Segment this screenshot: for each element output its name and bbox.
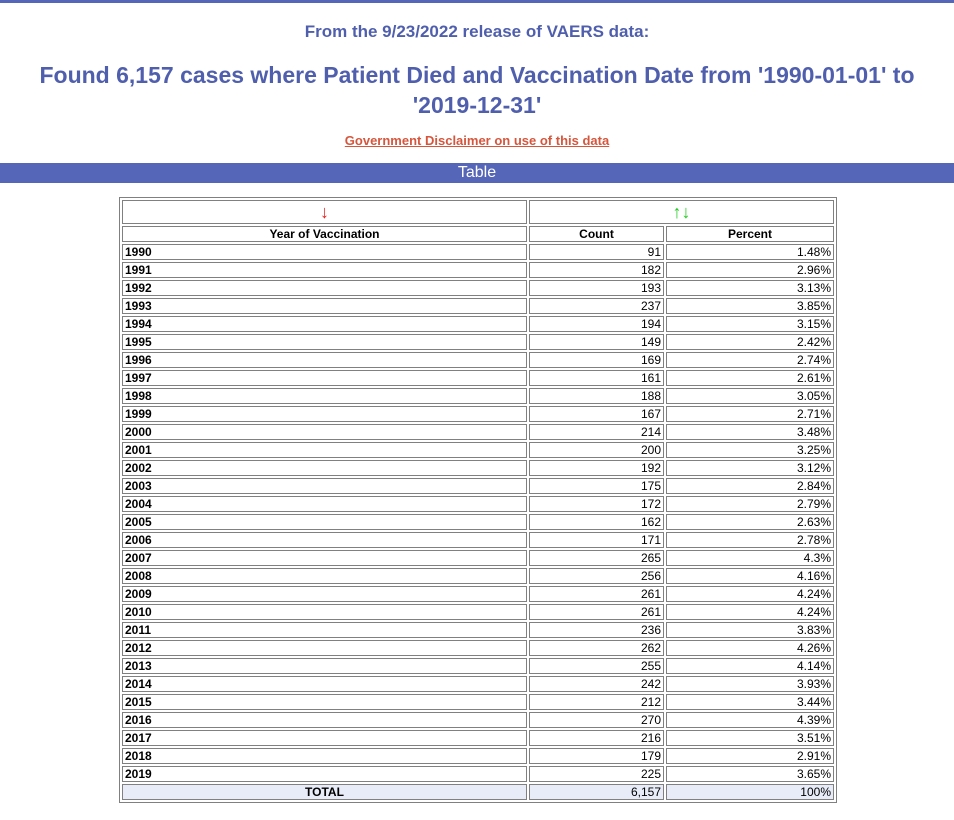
- table-row: [122, 676, 834, 692]
- table-row: [122, 262, 834, 278]
- count-cell: 261: [529, 604, 664, 620]
- percent-cell: 2.91%: [666, 748, 834, 764]
- table-row: [122, 316, 834, 332]
- percent-cell: 3.05%: [666, 388, 834, 404]
- year-cell: 1991: [122, 262, 527, 278]
- year-cell: 2015: [122, 694, 527, 710]
- percent-cell: 2.71%: [666, 406, 834, 422]
- count-cell: 261: [529, 586, 664, 602]
- count-cell: 162: [529, 514, 664, 530]
- table-row: [122, 478, 834, 494]
- count-cell: 194: [529, 316, 664, 332]
- percent-cell: 3.12%: [666, 460, 834, 476]
- percent-cell: 1.48%: [666, 244, 834, 260]
- results-table: [119, 197, 837, 803]
- table-row: [122, 298, 834, 314]
- percent-cell: 2.42%: [666, 334, 834, 350]
- count-cell: 200: [529, 442, 664, 458]
- percent-cell: 4.14%: [666, 658, 834, 674]
- year-cell: 2001: [122, 442, 527, 458]
- table-row: [122, 424, 834, 440]
- count-cell: 179: [529, 748, 664, 764]
- percent-cell: 4.39%: [666, 712, 834, 728]
- year-cell: 2010: [122, 604, 527, 620]
- count-cell: 265: [529, 550, 664, 566]
- percent-cell: 3.93%: [666, 676, 834, 692]
- disclaimer-link[interactable]: Government Disclaimer on use of this data: [344, 133, 610, 148]
- results-table-wrapper: [119, 197, 837, 803]
- year-cell: 1992: [122, 280, 527, 296]
- percent-cell: 3.48%: [666, 424, 834, 440]
- year-cell: 2017: [122, 730, 527, 746]
- percent-cell: 2.96%: [666, 262, 834, 278]
- year-cell: 1995: [122, 334, 527, 350]
- total-percent-cell: 100%: [666, 784, 834, 800]
- table-row: [122, 748, 834, 764]
- year-cell: 2006: [122, 532, 527, 548]
- count-cell: 255: [529, 658, 664, 674]
- count-cell: 171: [529, 532, 664, 548]
- year-cell: 2002: [122, 460, 527, 476]
- table-row: [122, 460, 834, 476]
- year-cell: 1999: [122, 406, 527, 422]
- table-row: [122, 244, 834, 260]
- page-subtitle: From the 9/23/2022 release of VAERS data:: [304, 22, 650, 41]
- table-row: [122, 640, 834, 656]
- count-cell: 175: [529, 478, 664, 494]
- count-cell: 182: [529, 262, 664, 278]
- year-cell: 2011: [122, 622, 527, 638]
- results-table-body: [122, 200, 834, 800]
- percent-cell: 4.26%: [666, 640, 834, 656]
- percent-cell: 3.44%: [666, 694, 834, 710]
- count-cell: 256: [529, 568, 664, 584]
- count-cell: 270: [529, 712, 664, 728]
- percent-cell: 3.83%: [666, 622, 834, 638]
- year-cell: 1994: [122, 316, 527, 332]
- sort-row: [122, 200, 834, 224]
- percent-cell: 4.24%: [666, 586, 834, 602]
- year-cell: 2009: [122, 586, 527, 602]
- count-cell: 91: [529, 244, 664, 260]
- year-cell: 2012: [122, 640, 527, 656]
- year-cell: 2008: [122, 568, 527, 584]
- table-row: [122, 550, 834, 566]
- table-row: [122, 334, 834, 350]
- percent-cell: 2.79%: [666, 496, 834, 512]
- count-cell: 172: [529, 496, 664, 512]
- year-cell: 1993: [122, 298, 527, 314]
- percent-cell: 3.65%: [666, 766, 834, 782]
- count-cell: 167: [529, 406, 664, 422]
- disclaimer: [0, 133, 954, 148]
- percent-cell: 2.74%: [666, 352, 834, 368]
- count-cell: 216: [529, 730, 664, 746]
- total-year-cell: TOTAL: [122, 784, 527, 800]
- count-cell: 193: [529, 280, 664, 296]
- year-cell: 2013: [122, 658, 527, 674]
- percent-cell: 3.13%: [666, 280, 834, 296]
- section-bar: Table: [0, 163, 954, 183]
- header-row: [122, 226, 834, 242]
- count-cell: 212: [529, 694, 664, 710]
- percent-cell: 3.15%: [666, 316, 834, 332]
- year-cell: 2019: [122, 766, 527, 782]
- year-cell: 2014: [122, 676, 527, 692]
- count-cell: 225: [529, 766, 664, 782]
- year-cell: 2003: [122, 478, 527, 494]
- table-row: [122, 370, 834, 386]
- column-header-year: Year of Vaccination: [122, 226, 527, 242]
- table-row: [122, 622, 834, 638]
- percent-cell: 4.3%: [666, 550, 834, 566]
- table-row: [122, 694, 834, 710]
- percent-cell: 3.25%: [666, 442, 834, 458]
- percent-cell: 2.63%: [666, 514, 834, 530]
- year-cell: 1998: [122, 388, 527, 404]
- year-cell: 1997: [122, 370, 527, 386]
- percent-cell: 4.16%: [666, 568, 834, 584]
- sort-year-cell: [122, 200, 527, 224]
- percent-cell: 2.61%: [666, 370, 834, 386]
- total-row: [122, 784, 834, 800]
- table-row: [122, 712, 834, 728]
- percent-cell: 2.84%: [666, 478, 834, 494]
- count-cell: 237: [529, 298, 664, 314]
- year-cell: 2004: [122, 496, 527, 512]
- column-header-count: Count: [529, 226, 664, 242]
- year-cell: 2000: [122, 424, 527, 440]
- percent-cell: 2.78%: [666, 532, 834, 548]
- count-cell: 236: [529, 622, 664, 638]
- year-cell: 2005: [122, 514, 527, 530]
- year-cell: 1990: [122, 244, 527, 260]
- count-cell: 188: [529, 388, 664, 404]
- table-row: [122, 406, 834, 422]
- sort-desc-icon[interactable]: ↓: [320, 202, 329, 222]
- table-row: [122, 280, 834, 296]
- table-row: [122, 766, 834, 782]
- year-cell: 2018: [122, 748, 527, 764]
- table-row: [122, 586, 834, 602]
- top-rule: [0, 0, 954, 3]
- table-row: [122, 442, 834, 458]
- table-row: [122, 514, 834, 530]
- count-cell: 149: [529, 334, 664, 350]
- count-cell: 161: [529, 370, 664, 386]
- table-row: [122, 730, 834, 746]
- count-cell: 262: [529, 640, 664, 656]
- year-cell: 1996: [122, 352, 527, 368]
- table-row: [122, 388, 834, 404]
- table-row: [122, 658, 834, 674]
- count-cell: 242: [529, 676, 664, 692]
- sort-up-down-icon[interactable]: ↑↓: [672, 202, 691, 222]
- year-cell: 2016: [122, 712, 527, 728]
- total-count-cell: 6,157: [529, 784, 664, 800]
- table-row: [122, 532, 834, 548]
- percent-cell: 4.24%: [666, 604, 834, 620]
- percent-cell: 3.51%: [666, 730, 834, 746]
- table-row: [122, 352, 834, 368]
- count-cell: 169: [529, 352, 664, 368]
- count-cell: 192: [529, 460, 664, 476]
- percent-cell: 3.85%: [666, 298, 834, 314]
- page-title: Found 6,157 cases where Patient Died and Vaccination Date from '1990-01-01' to '2019-12-31': [39, 62, 915, 118]
- column-header-percent: Percent: [666, 226, 834, 242]
- count-cell: 214: [529, 424, 664, 440]
- table-row: [122, 568, 834, 584]
- table-row: [122, 604, 834, 620]
- year-cell: 2007: [122, 550, 527, 566]
- table-row: [122, 496, 834, 512]
- sort-count-cell: [529, 200, 834, 224]
